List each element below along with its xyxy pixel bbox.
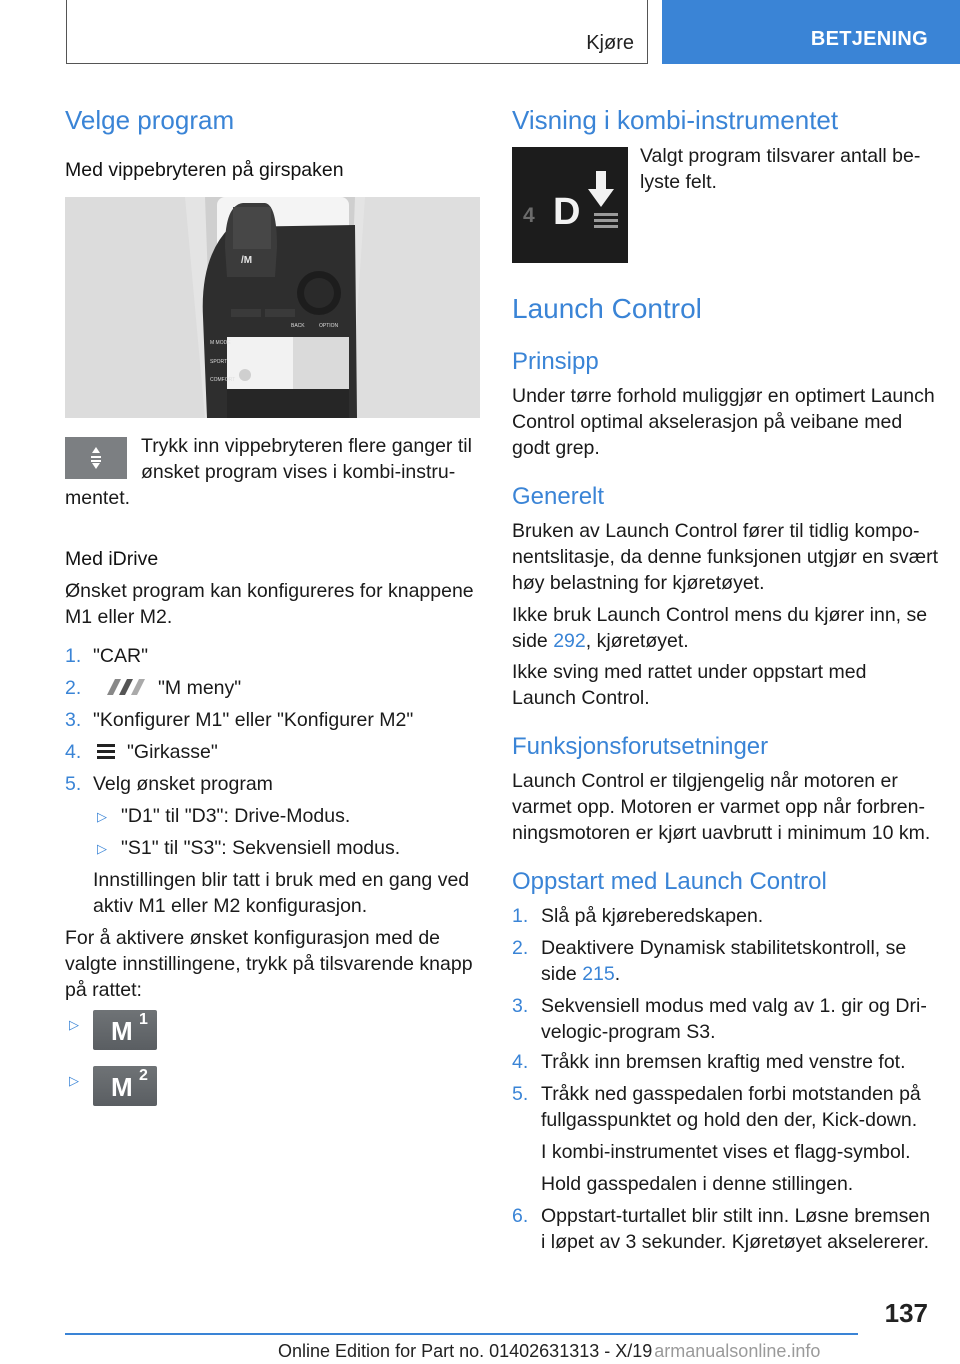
section-heading-launch-control: Launch Control <box>512 293 702 324</box>
func-line-2: varmet opp. Motoren er varmet opp når forbren- <box>512 796 925 818</box>
heading-generelt: Generelt <box>512 483 605 510</box>
heading-funksjonsforutsetninger: Funksjonsforutsetninger <box>512 733 769 760</box>
heading-oppstart: Oppstart med Launch Control <box>512 868 827 895</box>
activate-line-3: på rattet: <box>65 979 142 1001</box>
step-number: 2. <box>65 677 82 699</box>
principle-line-1: Under tørre forhold muliggjør en optimert Launch <box>512 385 935 407</box>
chapter-tab[interactable] <box>662 0 960 64</box>
display-text-line-1: Valgt program tilsvarer antall be- <box>640 145 921 167</box>
func-line-3: ningsmotoren er kjørt uavbrutt i minimum 10 km. <box>512 822 931 844</box>
general-line-7: Launch Control. <box>512 687 650 709</box>
section-title: Kjøre <box>586 32 634 54</box>
subheading-vippebryter: Med vippebryteren på girspaken <box>65 159 344 181</box>
photo-label-back: BACK <box>291 323 305 329</box>
activate-line-1: For å aktivere ønsket konfigurasjon med de <box>65 927 441 949</box>
page-number: 137 <box>884 1298 928 1328</box>
header-frame <box>66 0 648 64</box>
m1-button-icon: M 1 <box>93 1010 157 1050</box>
idrive-text-line-1: Ønsket program kan konfigureres for knappene <box>65 580 474 602</box>
gearbox-icon <box>95 742 117 762</box>
m2-button-icon: M 2 <box>93 1066 157 1106</box>
drive-mode-display-icon: 4 D <box>512 147 628 263</box>
triangle-bullet-icon: ▷ <box>97 841 107 856</box>
step-text: "Konfigurer M1" eller "Konfigurer M2" <box>93 709 414 731</box>
page-link-292[interactable]: 292 <box>553 630 586 652</box>
photo-label-mode: M MODE <box>210 340 231 346</box>
note-line-1: Innstillingen blir tatt i bruk med en gang ved <box>93 869 470 891</box>
svg-text:/M: /M <box>241 255 253 266</box>
photo-label-sport: SPORT <box>210 359 228 365</box>
m-menu-icon <box>101 677 153 697</box>
func-line-1: Launch Control er tilgjengelig når motoren er <box>512 770 898 792</box>
photo-label-comfort: COMFORT <box>210 377 236 383</box>
general-line-2: nentslitasje, da denne funksjonen utgjør en svært <box>512 546 939 568</box>
idrive-text-line-2: M1 eller M2. <box>65 606 173 628</box>
section-heading-velge-program: Velge program <box>65 105 235 135</box>
step-number: 5. <box>65 773 82 795</box>
triangle-bullet-icon: ▷ <box>97 809 107 824</box>
general-line-3: høy belastning for kjøretøyet. <box>512 572 765 594</box>
rocker-switch-icon <box>65 437 127 479</box>
bullet-text: "S1" til "S3": Sekvensiell modus. <box>121 837 401 859</box>
step-number: 4. <box>65 741 82 763</box>
step-text: "Girkasse" <box>127 741 218 763</box>
display-text-line-2: lyste felt. <box>640 171 717 193</box>
step-text: "CAR" <box>93 645 149 667</box>
general-line-4: Ikke bruk Launch Control mens du kjører inn, se <box>512 604 928 626</box>
rocker-text-line-3: mentet. <box>65 487 131 509</box>
step-text: Velg ønsket program <box>93 773 273 795</box>
footer-watermark: armanualsonline.info <box>654 1341 821 1361</box>
rocker-text-line-1: Trykk inn vippebryteren flere ganger til <box>141 435 472 457</box>
step-number: 1. <box>65 645 82 667</box>
footer-divider <box>65 1333 858 1335</box>
gear-console-illustration <box>65 197 480 418</box>
general-line-6: Ikke sving med rattet under oppstart med <box>512 661 867 683</box>
bullet-text: "D1" til "D3": Drive-Modus. <box>121 805 351 827</box>
photo-label-option: OPTION <box>319 323 339 329</box>
rocker-text-line-2: ønsket program vises i kombi-instru- <box>141 461 456 483</box>
principle-line-3: godt grep. <box>512 437 600 459</box>
note-line-2: aktiv M1 eller M2 konfigurasjon. <box>93 895 368 917</box>
triangle-bullet-icon: ▷ <box>69 1017 79 1032</box>
footer-edition: Online Edition for Part no. 01402631313 - X/19 armanualsonline.info <box>278 1341 821 1361</box>
heading-prinsipp: Prinsipp <box>512 348 599 375</box>
step-text: "M meny" <box>158 677 242 699</box>
chapter-label: BETJENING <box>810 28 928 50</box>
general-line-5: side 292, kjøretøyet. <box>512 630 689 652</box>
step-number: 3. <box>65 709 82 731</box>
general-line-1: Bruken av Launch Control fører til tidlig kompo- <box>512 520 920 542</box>
gear-selector-photo <box>65 197 480 418</box>
subheading-idrive: Med iDrive <box>65 548 159 570</box>
section-heading-visning: Visning i kombi-instrumentet <box>512 105 839 135</box>
activate-line-2: valgte innstillingene, trykk på tilsvarende knapp <box>65 953 473 975</box>
triangle-bullet-icon: ▷ <box>69 1073 79 1088</box>
page-link-215[interactable]: 215 <box>582 963 615 985</box>
principle-line-2: Control optimal akselerasjon på veibane med <box>512 411 903 433</box>
